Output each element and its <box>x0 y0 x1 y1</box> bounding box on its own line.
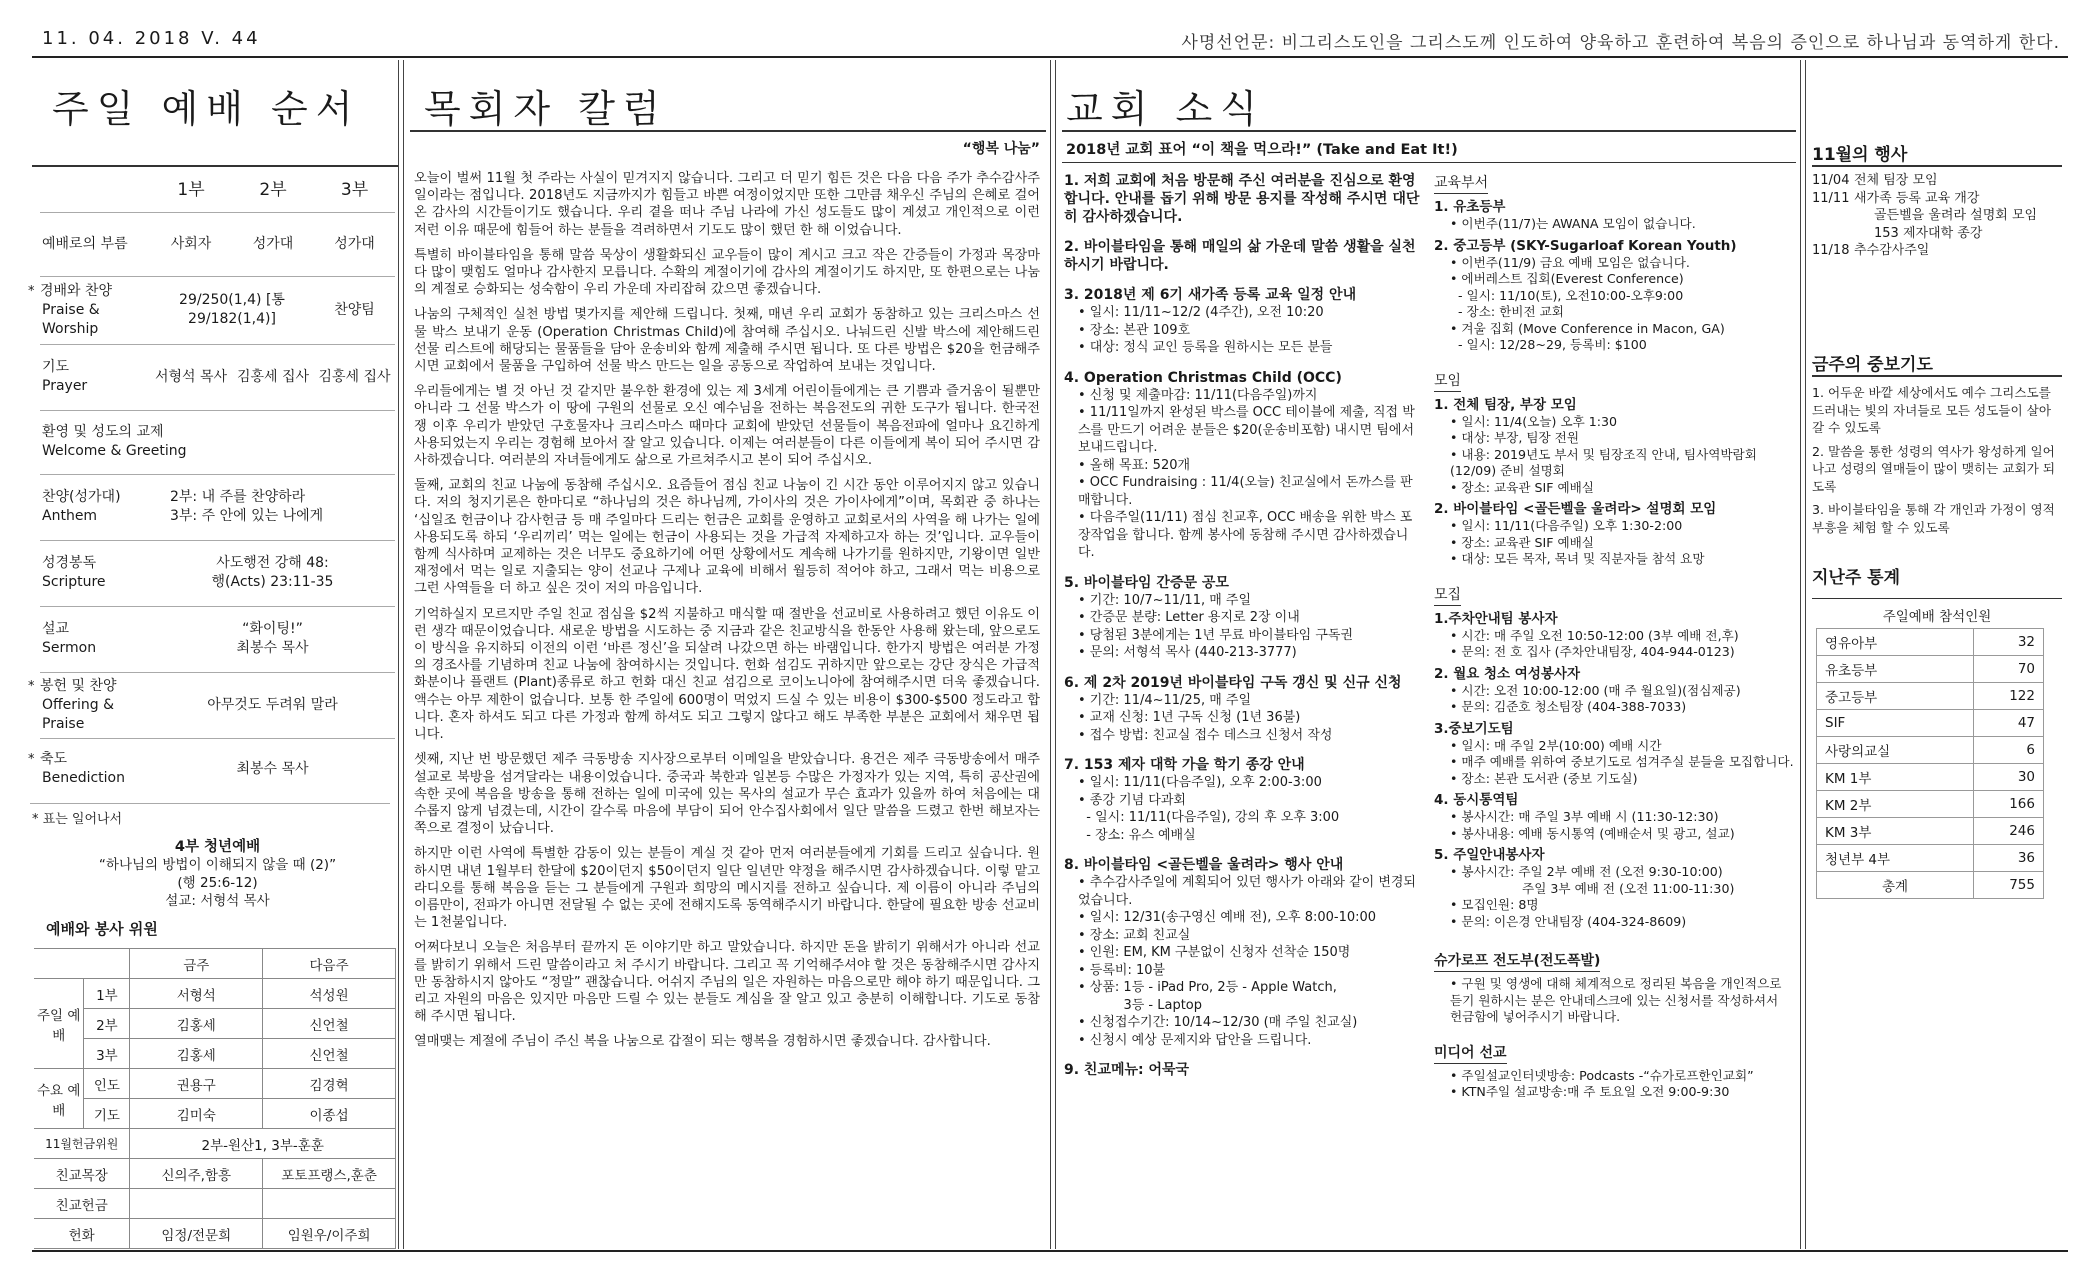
news-title: 교회 소식 <box>1066 87 1265 131</box>
dept-item-title: 3.중보기도팀 <box>1434 720 1514 737</box>
stats-row <box>1817 629 2044 656</box>
serve-cell: 인도 <box>84 1069 130 1099</box>
dept-item-detail: - 일시: 12/28~29, 등록비: $100 <box>1450 337 1647 352</box>
stats-label: 청년부 4부 <box>1817 845 1974 872</box>
event-row <box>1812 225 2062 243</box>
event-row <box>1812 190 2062 208</box>
news-list <box>1064 172 1424 1091</box>
prayer-item: 1. 어두운 바깥 세상에서도 예수 그리스도를 드러내는 빛의 자녀들로 모든 성도들이 살아갈 수 있도록 <box>1812 385 2051 435</box>
dept-item-detail: • 일시: 매 주일 2부(10:00) 예배 시간 <box>1450 737 1662 753</box>
serve-cell: 2부-원산1, 3부-훈훈 <box>130 1129 396 1159</box>
news-item-detail: • 신청시 예상 문제지와 답안을 드립니다. <box>1078 1032 1312 1048</box>
serve-cell: 기도 <box>84 1099 130 1129</box>
news-item-detail: • 등록비: 10불 <box>1078 962 1166 978</box>
news-item-detail: • 일시: 11/11~12/2 (4주간), 오전 10:20 <box>1078 305 1324 320</box>
serve-row <box>34 1099 396 1129</box>
stats-row <box>1817 764 2044 791</box>
order-cell: 김홍세 집사 <box>318 368 391 385</box>
dept-item-detail: • 모집인원: 8명 <box>1450 897 1539 912</box>
stats-row <box>1817 656 2044 683</box>
church-news-column <box>1062 60 1796 1249</box>
order-cell: 최봉수 목사 <box>236 760 309 777</box>
serve-cell <box>263 1189 396 1219</box>
stats-header: 주일예배 참석인원 <box>1812 598 2062 625</box>
stats-label: 사랑의교실 <box>1817 737 1974 764</box>
stand-marker: * <box>28 678 35 694</box>
item-ko: 환영 및 성도의 교제 <box>42 424 164 440</box>
news-item-detail: • 대상: 정식 교인 등록을 원하시는 모든 분들 <box>1078 340 1333 355</box>
event-date: 11/18 <box>1812 243 1850 258</box>
news-item-detail: 3등 - Laptop <box>1078 997 1203 1013</box>
column-paragraph: 특별히 바이블타임을 통해 말씀 묵상이 생활화되신 교우들이 많이 계시고 크고 작은 간증들이 가정과 목장마다 많이 맺힘도 얼마나 감사한지 모릅니다. 수확의 계절이기에 감사의 계절이기도 하지만, 또 한편으로는 나눔의 계절로 승화되는 성숙함이 우리 가운데 자리잡혀 갔으면 좋겠습니다. <box>414 247 1040 298</box>
dept-title-education: 교육부서 <box>1434 172 1488 194</box>
youth-title: 4부 청년예배 <box>174 839 261 855</box>
order-row <box>40 606 395 672</box>
stats-label: KM 1부 <box>1817 764 1974 791</box>
order-cell: 사도행전 강해 48: 행(Acts) 23:11-35 <box>211 555 334 590</box>
serve-row <box>34 1159 396 1189</box>
order-cell: 김홍세 집사 <box>236 368 310 385</box>
serve-cell: 신언철 <box>263 1039 396 1069</box>
stats-value: 36 <box>1974 845 2044 872</box>
youth-sermon: “하나님의 방법이 이해되지 않을 때 (2)” <box>98 857 337 873</box>
order-cell: 성가대 <box>334 235 375 252</box>
stats-label: KM 3부 <box>1817 818 1974 845</box>
youth-verse: (행 25:6-12) <box>177 875 258 891</box>
dept-item-detail: • 매주 예배를 위하여 중보기도로 섬겨주실 분들을 모집합니다. <box>1450 754 1794 769</box>
item-en: Welcome & Greeting <box>42 443 187 459</box>
serve-cell: 신언철 <box>263 1009 396 1039</box>
date-volume: 11. 04. 2018 V. 44 <box>42 28 261 49</box>
service-1-header: 1부 <box>177 180 205 201</box>
dept-item-title: 2. 바이블타임 <골든벨을 울려라> 설명회 모임 <box>1434 501 1717 517</box>
dept-title-evangelism: 슈가로프 전도부(전도폭발) <box>1434 950 1600 972</box>
news-item-title: 8. 바이블타임 <골든벨을 울려라> 행사 안내 <box>1064 857 1344 873</box>
title-rule <box>1812 165 2062 167</box>
dept-item-detail: • 에버레스트 집회(Everest Conference) <box>1450 271 1684 286</box>
column-divider <box>398 60 404 1249</box>
column-paragraph: 오늘이 벌써 11월 첫 주라는 사실이 믿겨지지 않습니다. 그리고 더 믿기 힘든 것은 다음 다음 주가 추수감사주일이라는 점입니다. 2018년도 지금까지가 힘들고 바쁜 여정이었지만 또한 그만큼 채우신 주님의 은혜로 걸어 온 감사의 시간들이기도 했습니다. 우리 곁을 떠나 주님 나라에 가신 성도들도 많이 계셨고 개인적으로 이런 저런 이유 때문에 힘들어 하는 분들을 격려하면서 기도도 많이 했던 한 해 이었습니다. <box>414 171 1040 238</box>
news-item-detail: • 추수감사주일에 계획되어 있던 행사가 아래와 같이 변경되었습니다. <box>1078 875 1416 908</box>
serve-group-label: 주일 예배 <box>34 979 84 1069</box>
dept-item-title: 5. 주일안내봉사자 <box>1434 847 1545 863</box>
stats-value: 6 <box>1974 737 2044 764</box>
serve-row <box>34 1219 396 1249</box>
dept-item-detail: • 봉사내용: 예배 동시통역 (예배순서 및 광고, 설교) <box>1450 825 1735 841</box>
stats-table <box>1816 628 2044 899</box>
column-paragraph: 열매맺는 계절에 주님이 주신 복을 나눔으로 갑절이 되는 행복을 경험하시면 좋겠습니다. 감사합니다. <box>414 1034 991 1050</box>
column-paragraph: 하지만 이런 사역에 특별한 감동이 있는 분들이 계실 것 같아 먼저 여러분들에게 기회를 드리고 싶습니다. 원하시면 내년 1월부터 한달에 $20이던지 $50이던지 일단 일년만 약정을 해주시면 감사하겠습니다. 이렇 맡고 라디오를 통해 복음을 듣는 그 분들에게 구원과 희망의 메시지를 전하고 싶습니다. 제 이름이 아니라 주님의 이름만이, 전파가 아니면 전달될 수 없는 곳에 전해지도록 동역해주시기 바랍니다. 한달에 필요한 방송 선교비는 1천불입니다. <box>414 846 1040 931</box>
dept-item-detail: • 시간: 오전 10:00-12:00 (매 주 월요일)(점심제공) <box>1450 682 1741 698</box>
events-list <box>1812 172 2062 260</box>
news-item-detail: • 11/11일까지 완성된 박스를 OCC 테이블에 제출, 직접 박스를 만드기 어려운 분들은 $20(운송비포함) 내시면 팀에서 보내드립니다. <box>1078 405 1415 455</box>
news-item-detail: • 올해 목표: 520개 <box>1078 457 1191 473</box>
item-en: Prayer <box>42 378 88 394</box>
dept-item-detail: • 대상: 부장, 팀장 전원 <box>1450 430 1580 445</box>
footer-rule <box>32 1250 2068 1252</box>
serve-cell: 11월헌금위원 <box>34 1129 130 1159</box>
news-item-detail: • 간증문 분량: Letter 용지로 2장 이내 <box>1078 610 1300 625</box>
news-item <box>1064 238 1424 274</box>
order-row <box>40 540 395 606</box>
item-ko: 봉헌 및 찬양 <box>40 677 117 694</box>
news-item-detail: • 신청 및 제출마감: 11/11(다음주일)까지 <box>1078 387 1318 403</box>
event-row <box>1812 172 2062 190</box>
stats-label: 영유아부 <box>1817 629 1974 656</box>
standing-note: * 표는 일어나서 <box>32 812 123 827</box>
news-item-title: 3. 2018년 제 6기 새가족 등록 교육 일정 안내 <box>1064 287 1357 303</box>
column-divider <box>1800 60 1806 1249</box>
order-row <box>40 410 395 474</box>
stats-row <box>1817 683 2044 710</box>
news-item-title: 6. 제 2차 2019년 바이블타임 구독 갱신 및 신규 신청 <box>1064 674 1402 691</box>
news-item-detail: • 신청접수기간: 10/14~12/30 (매 주일 친교실) <box>1078 1015 1358 1030</box>
mission-statement: 사명선언문: 비그리스도인을 그리스도께 인도하여 양육하고 훈련하여 복음의 증인으로 하나님과 동역하게 한다. <box>1181 33 2060 53</box>
event-date: 11/04 <box>1812 173 1850 188</box>
serve-cell: 포토프랭스,훈춘 <box>263 1159 396 1189</box>
column-subtitle: “행복 나눔” <box>962 141 1040 157</box>
serve-cell: 친교목장 <box>34 1159 130 1189</box>
news-item <box>1064 856 1424 1049</box>
stats-label: 총계 <box>1817 872 1974 899</box>
event-text: 새가족 등록 교육 개강 <box>1854 190 1980 206</box>
dept-item-detail: • 이번주(11/9) 금요 예배 모임은 없습니다. <box>1450 254 1690 270</box>
order-row <box>40 738 395 800</box>
column-paragraph: 우리들에게는 별 것 아닌 것 같지만 불우한 환경에 있는 제 3세계 어린이들에게는 큰 기쁨과 즐거움이 될뿐만 아니라 그 선물 박스가 이 땅에 구원의 선물로 오신 예수님을 전하는 복음전도의 귀한 도구가 됩니다. 한국전쟁 이후 우리가 받았던 구호물자나 크리스마스 때마다 교회에 받았던 선물들이 복음전파에 얼마나 요긴하게 사용되었는지 우리는 경험해 보아서 잘 알고 있습니다. 이제는 여러분들이 다른 이들에게 복이 되어 주시면 감사하겠습니다. 여러분의 자녀들에게도 삶으로 가르쳐주시고 본이 되어 주십시오. <box>414 384 1040 469</box>
news-item-detail: • 종강 기념 다과회 <box>1078 792 1186 808</box>
order-cell: 성가대 <box>252 235 294 252</box>
order-cell: “화이팅!” 최봉수 목사 <box>236 621 309 656</box>
stats-row <box>1817 710 2044 737</box>
news-item-title: 5. 바이블타임 간증문 공모 <box>1064 574 1229 591</box>
stats-label: KM 2부 <box>1817 791 1974 818</box>
dept-title-media: 미디어 선교 <box>1434 1042 1507 1064</box>
stats-total-row <box>1817 872 2044 899</box>
dept-item-detail: • 봉사시간: 주일 2부 예배 전 (오전 9:30-10:00) <box>1450 864 1723 879</box>
serve-cell: 신의주,함흥 <box>130 1159 263 1189</box>
stand-marker: * <box>28 283 35 299</box>
dept-item-detail: • 장소: 본관 도서관 (중보 기도실) <box>1450 770 1638 786</box>
news-item <box>1064 286 1424 357</box>
serve-col-header: 다음주 <box>263 949 396 979</box>
news-item-detail: • 접수 방법: 친교실 접수 데스크 신청서 작성 <box>1078 727 1333 743</box>
dept-item-detail: - 일시: 11/10(토), 오전10:00-오후9:00 <box>1450 287 1684 303</box>
item-ko: 찬양(성가대) <box>42 489 121 505</box>
service-3-header: 3부 <box>340 180 369 201</box>
youth-service <box>40 838 395 910</box>
column-body <box>414 170 1040 1059</box>
news-item-detail: • 일시: 12/31(송구영신 예배 전), 오후 8:00-10:00 <box>1078 910 1377 925</box>
serve-cell <box>130 1189 263 1219</box>
news-item <box>1064 574 1424 662</box>
serve-cell: 임원우/이주희 <box>263 1219 396 1249</box>
side-column <box>1812 60 2070 1249</box>
column-paragraph: 기억하실지 모르지만 주일 친교 점심을 $2씩 지불하고 매식할 때 절반을 선교비로 사용하려고 했던 이유도 이런 생각 때문이었습니다. 새로운 방법을 시도하는 중 지금과 같은 친교방식을 한동안 사용해 왔는데, 앞으로도 이 방식을 유지하되 이전의 이런 ‘바른 정신’을 되살려 나갔으면 하는 바램입니다. 한가지 방법은 여러분 가정의 경조사를 기념하며 친교 나눔에 참여하시는 것입니다. 헌화 섬김도 귀하지만 앞으로는 강단 장식은 가급적 화분이나 플랜트 (Plant)종류로 하고 헌화 대신 친교 섬김으로 코이노니아에 참여해주시면 더욱 좋겠습니다. 액수는 아무 제한이 없습니다. 보통 한 주일에 600명이 먹었지 드실 수 있는 비용이 $300-$500 정도라고 합니다. 혼자 하셔도 되고 다른 가정과 함께 하셔도 되고 그렇지 않다고 해도 부족한 부분은 교회에서 채우면 됩니다. <box>414 606 1040 743</box>
serve-cell: 김홍세 <box>130 1009 263 1039</box>
serve-cell: 친교헌금 <box>34 1189 130 1219</box>
stand-marker: * <box>28 752 35 768</box>
title-rule <box>32 165 398 167</box>
dept-item-detail: • 문의: 이은경 안내팀장 (404-324-8609) <box>1450 913 1687 929</box>
stats-row <box>1817 818 2044 845</box>
news-item <box>1064 172 1424 226</box>
prayer-item: 3. 바이블타임을 통해 각 개인과 가정이 영적 부흥을 체험 할 수 있도록 <box>1812 502 2055 535</box>
news-item-detail: • 장소: 교회 친교실 <box>1078 927 1191 943</box>
event-text: 전체 팀장 모임 <box>1854 173 1938 188</box>
event-text: 추수감사주일 <box>1854 243 1930 258</box>
serve-col-header: 금주 <box>130 949 263 979</box>
department-news <box>1434 172 1794 1101</box>
dept-item-title: 2. 중고등부 (SKY-Sugarloaf Korean Youth) <box>1434 237 1737 254</box>
dept-item-detail: • 일시: 11/4(오늘) 오후 1:30 <box>1450 413 1618 429</box>
worship-order-title: 주일 예배 순서 <box>52 87 361 131</box>
dept-item-detail: - 장소: 한비전 교회 <box>1450 304 1564 319</box>
item-en: Benediction <box>42 770 125 787</box>
header-rule <box>32 56 2068 58</box>
worship-order-table <box>28 170 395 800</box>
item-ko: 축도 <box>40 751 68 768</box>
stats-value: 246 <box>1974 818 2044 845</box>
news-item-detail: • 기간: 10/7~11/11, 매 주일 <box>1078 592 1252 608</box>
stats-title: 지난주 통계 <box>1812 568 1901 588</box>
stats-value: 166 <box>1974 791 2044 818</box>
events-title: 11월의 행사 <box>1812 145 1908 165</box>
serve-row <box>34 1189 396 1219</box>
news-item-detail: • 장소: 본관 109호 <box>1078 322 1191 338</box>
event-row <box>1812 242 2062 260</box>
order-bottom-rule <box>30 803 390 804</box>
item-en: Offering & Praise <box>42 696 115 732</box>
prayer-title: 금주의 중보기도 <box>1812 355 1933 375</box>
order-row <box>40 276 395 344</box>
event-text: 153 제자대학 종강 <box>1874 225 1983 241</box>
dept-item-title: 2. 월요 청소 여성봉사자 <box>1434 665 1580 682</box>
youth-preacher: 설교: 서형석 목사 <box>165 893 270 909</box>
serve-cell: 헌화 <box>34 1219 130 1249</box>
stats-label: SIF <box>1817 710 1974 737</box>
item-ko: 예배로의 부름 <box>42 235 128 252</box>
serve-row <box>34 1009 396 1039</box>
serve-cell: 3부 <box>84 1039 130 1069</box>
news-item-title: 9. 친교메뉴: 어묵국 <box>1064 1062 1190 1078</box>
dept-item-detail: • 장소: 교육관 SIF 예배실 <box>1450 534 1594 550</box>
dept-item-detail: • 문의: 김준호 청소팀장 (404-388-7033) <box>1450 699 1687 714</box>
pastor-column-title: 목회자 칼럼 <box>424 87 668 131</box>
dept-item-title: 4. 동시통역팀 <box>1434 792 1519 808</box>
dept-item-detail: • 이번주(11/7)는 AWANA 모임이 없습니다. <box>1450 216 1696 231</box>
event-text: 골든벨을 울려라 설명회 모임 <box>1874 208 2038 223</box>
column-divider <box>1050 60 1056 1249</box>
news-item-title: 7. 153 제자 대학 가을 학기 종강 안내 <box>1064 757 1305 773</box>
order-row <box>40 344 395 410</box>
dept-item-detail: • 시간: 매 주일 오전 10:50-12:00 (3부 예배 전,후) <box>1450 627 1739 643</box>
title-rule <box>1812 375 2062 377</box>
event-row <box>1812 207 2062 225</box>
serve-cell: 이종섭 <box>263 1099 396 1129</box>
stats-value: 47 <box>1974 710 2044 737</box>
serve-cell: 서형석 <box>130 979 263 1009</box>
serve-cell: 석성원 <box>263 979 396 1009</box>
page-header <box>0 0 2100 58</box>
serve-row <box>34 1129 396 1159</box>
serve-table <box>34 948 396 1249</box>
stats-row <box>1817 791 2044 818</box>
church-motto: 2018년 교회 표어 “이 책을 먹으라!” (Take and Eat It!) <box>1066 142 1458 158</box>
news-item-detail: • OCC Fundraising : 11/4(오늘) 친교실에서 돈까스를 판매합니다. <box>1078 475 1413 508</box>
stats-row <box>1817 737 2044 764</box>
dept-item-detail: • 봉사시간: 매 주일 3부 예배 시 (11:30-12:30) <box>1450 809 1719 824</box>
pastor-column <box>410 60 1046 1249</box>
column-paragraph: 둘째, 교회의 친교 나눔에 동참해 주십시오. 요즘들어 점심 친교 나눔이 긴 시간 동안 이루어지지 않고 있습니다. 저의 청지기론은 한마디로 “하나님의 것은 하나님께, 가이사의 것은 가이사에게”이며, 목회관 중 하나는 ‘십일조 헌금이나 감사헌금 등 매 주일마다 드리는 헌금은 교회를 운영하고 교회로서의 사역을 해 나가는 일에 사용되도록 하되 ‘우리끼리’ 먹는 일에는 헌금이 사용되는 것을 가급적 자제하고자 하는 것’입니다. 교우들이 함께 식사하며 교제하는 것은 너무도 중요하기에 어떤 상황에서도 계속해 나가기를 원하지만, 기왕이면 일반 재정에서 먹는 일로 지출되는 양이 선교나 구제나 교육에 비해서 월등히 적어야 하고, 그래서 먹는 비용으로 그런 사역들을 더 하고 싶은 것이 저의 마음입니다. <box>414 478 1040 597</box>
news-item-detail: - 장소: 유스 예배실 <box>1078 827 1196 843</box>
service-2-header: 2부 <box>259 180 287 201</box>
column-paragraph: 나눔의 구체적인 실천 방법 몇가지를 제안해 드립니다. 첫째, 매년 우리 교회가 동참하고 있는 크리스마스 선물 박스 보내기 운동 (Operation Christmas Child)에 참여해 주십시오. 나눠드린 신발 박스에 제안해드린 선물 리스트에 해당되는 물품들을 담아 운송비와 함께 제출해 주시면 됩니다. 또 다른 방법은 $20을 헌금해주시면 교회에서 물품을 구입하여 선물 박스 만드는 일을 공동으로 작업하여 보내는 것입니다. <box>414 307 1040 375</box>
dept-item-detail: • 주일설교인터넷방송: Podcasts -“슈가로프한인교회” <box>1450 1067 1754 1083</box>
serve-row <box>34 979 396 1009</box>
news-item-title: 1. 저희 교회에 처음 방문해 주신 여러분을 진심으로 환영합니다. 안내를 돕기 위해 방문 용지를 작성해 주시면 대단히 감사하겠습니다. <box>1064 173 1420 225</box>
event-date: 11/11 <box>1812 190 1850 206</box>
dept-item-detail: 주일 3부 예배 전 (오전 11:00-11:30) <box>1450 880 1735 896</box>
news-item <box>1064 756 1424 844</box>
order-cell: 아무것도 두려워 말라 <box>207 696 338 713</box>
stats-row <box>1817 845 2044 872</box>
column-paragraph: 셋째, 지난 번 방문했던 제주 극동방송 지사장으로부터 이메일을 받았습니다. 용건은 제주 극동방송에서 매주 설교로 북방을 섬겨달라는 내용이었습니다. 중국과 북한과 일본등 수많은 가정자가 있는 지역, 특히 공산권에 속한 곳에 복음을 방송을 통해 전하는 일에 미국에 있는 목사의 설교가 무슨 효과가 있을까 하여 처음에는 대수롭지 않게 넘겼는데, 시간이 갈수록 마음에 부담이 되어 안수집사회에서 일단 말씀을 드렸고 한번 해보자는 쪽으로 결정이 났습니다. <box>414 752 1040 837</box>
stats-label: 중고등부 <box>1817 683 1974 710</box>
dept-title-recruit: 모집 <box>1434 584 1461 606</box>
order-cell: 서형석 목사 <box>154 368 228 385</box>
item-ko: 성경봉독 <box>42 555 97 571</box>
stats-value: 32 <box>1974 629 2044 656</box>
serve-cell: 권용구 <box>130 1069 263 1099</box>
dept-item-detail: • 장소: 교육관 SIF 예배실 <box>1450 479 1594 495</box>
motto-rule <box>1062 162 1796 163</box>
dept-item-title: 1. 전체 팀장, 부장 모임 <box>1434 396 1577 413</box>
stats-value: 30 <box>1974 764 2044 791</box>
item-ko: 경배와 찬양 <box>40 282 113 299</box>
serve-row <box>34 1069 396 1099</box>
serve-header-row <box>34 949 396 979</box>
stats-value: 70 <box>1974 656 2044 683</box>
dept-item-title: 1. 유초등부 <box>1434 199 1506 215</box>
serve-group-label: 수요 예배 <box>34 1069 84 1129</box>
news-item-detail: • 상품: 1등 - iPad Pro, 2등 - Apple Watch, <box>1078 980 1337 995</box>
news-item-detail: • 인원: EM, KM 구분없이 신청자 선착순 150명 <box>1078 945 1351 960</box>
dept-item-detail: • 일시: 11/11(다음주일) 오후 1:30-2:00 <box>1450 518 1683 533</box>
news-item-detail: • 교재 신청: 1년 구독 신청 (1년 36불) <box>1078 710 1301 725</box>
dept-item-detail: • 내용: 2019년도 부서 및 팀장조직 안내, 팀사역박람회(12/09) 준비 설명회 <box>1450 446 1757 478</box>
stats-value: 122 <box>1974 683 2044 710</box>
serve-title: 예배와 봉사 위원 <box>46 920 158 938</box>
stats-value: 755 <box>1974 872 2044 899</box>
news-item <box>1064 1061 1424 1079</box>
news-item-detail: • 당첨된 3분에게는 1년 무료 바이블타임 구독권 <box>1078 627 1354 643</box>
title-rule <box>1062 130 1796 132</box>
news-item-title: 4. Operation Christmas Child (OCC) <box>1064 369 1342 386</box>
serve-row <box>34 1039 396 1069</box>
item-ko: 설교 <box>42 621 70 637</box>
prayer-item: 2. 말씀을 통한 성령의 역사가 왕성하게 일어나고 성령의 열매들이 많이 맺히는 교회가 되도록 <box>1812 443 2055 494</box>
item-ko: 기도 <box>42 359 70 375</box>
prayer-list <box>1812 384 2062 536</box>
order-row <box>40 474 395 540</box>
order-cell: 29/250(1,4) [통 29/182(1,4)] <box>179 292 285 327</box>
news-item-title: 2. 바이블타임을 통해 매일의 삶 가운데 말씀 생활을 실천하시기 바랍니다. <box>1064 239 1416 273</box>
news-item-detail: • 일시: 11/11(다음주일), 오후 2:00-3:00 <box>1078 775 1322 790</box>
serve-cell: 김미숙 <box>130 1099 263 1129</box>
serve-cell: 임정/전문희 <box>130 1219 263 1249</box>
dept-item-detail: • 구원 및 영생에 대해 체계적으로 정리된 복음을 개인적으로 듣기 원하시는 분은 안내데스크에 있는 신청서를 작성하셔서 헌금함에 넣어주시기 바랍니다. <box>1450 976 1782 1024</box>
dept-item-detail: • 문의: 전 호 집사 (주차안내팀장, 404-944-0123) <box>1450 644 1735 659</box>
item-en: Scripture <box>42 574 106 590</box>
news-item-detail: • 다음주일(11/11) 점심 친교후, OCC 배송을 위한 박스 포장작업을 합니다. 함께 봉사에 동참해 주시면 감사하겠습니다. <box>1078 510 1413 560</box>
title-rule <box>410 130 1046 132</box>
dept-title-meetings: 모임 <box>1434 370 1461 392</box>
item-en: Sermon <box>42 640 97 656</box>
news-item-detail: • 기간: 11/4~11/25, 매 주일 <box>1078 692 1252 708</box>
dept-item-detail: • 겨울 집회 (Move Conference in Macon, GA) <box>1450 320 1725 336</box>
item-en: Praise & Worship <box>42 301 100 337</box>
order-cell: 2부: 내 주를 찬양하라 3부: 주 안에 있는 나에게 <box>170 489 324 524</box>
dept-item-detail: • 대상: 모든 목자, 목녀 및 직분자들 참석 요망 <box>1450 551 1705 566</box>
serve-cell: 김홍세 <box>130 1039 263 1069</box>
serve-cell: 2부 <box>84 1009 130 1039</box>
column-paragraph: 어쩌다보니 오늘은 처음부터 끝까지 돈 이야기만 하고 말았습니다. 하지만 돈을 밝히기 위해서가 아니라 선교를 밝히기 위해서 드린 말씀이라고 처 주시기 바랍니다. 그리고 꼭 기억해주셔야 할 것은 동참해주시면 감사지만 동참하시지 않아도 “정말” 괜찮습니다. 어쉬지 주님의 일은 자원하는 마음으로만 해야 하기 때문입니다. 그리고 자원의 마음은 있지만 마음만 드릴 수 있는 분들도 계심을 잘 알고 있고 충분히 이해합니다. 기도로 동참해 주시면 됩니다. <box>414 940 1040 1025</box>
order-cell: 사회자 <box>170 235 212 252</box>
serve-cell: 김경혁 <box>263 1069 396 1099</box>
order-row <box>40 212 395 276</box>
serve-cell: 1부 <box>84 979 130 1009</box>
news-item <box>1064 369 1424 562</box>
order-cell: 찬양팀 <box>334 301 375 318</box>
news-item <box>1064 674 1424 745</box>
dept-item-title: 1.주차안내팀 봉사자 <box>1434 610 1558 627</box>
news-item-detail: • 문의: 서형석 목사 (440-213-3777) <box>1078 645 1297 660</box>
dept-item-detail: • KTN주일 설교방송:매 주 토요일 오전 9:00-9:30 <box>1450 1084 1730 1099</box>
news-item-detail: - 일시: 11/11(다음주일), 강의 후 오후 3:00 <box>1078 810 1340 825</box>
stats-label: 유초등부 <box>1817 656 1974 683</box>
item-en: Anthem <box>42 508 98 524</box>
order-row <box>40 672 395 738</box>
